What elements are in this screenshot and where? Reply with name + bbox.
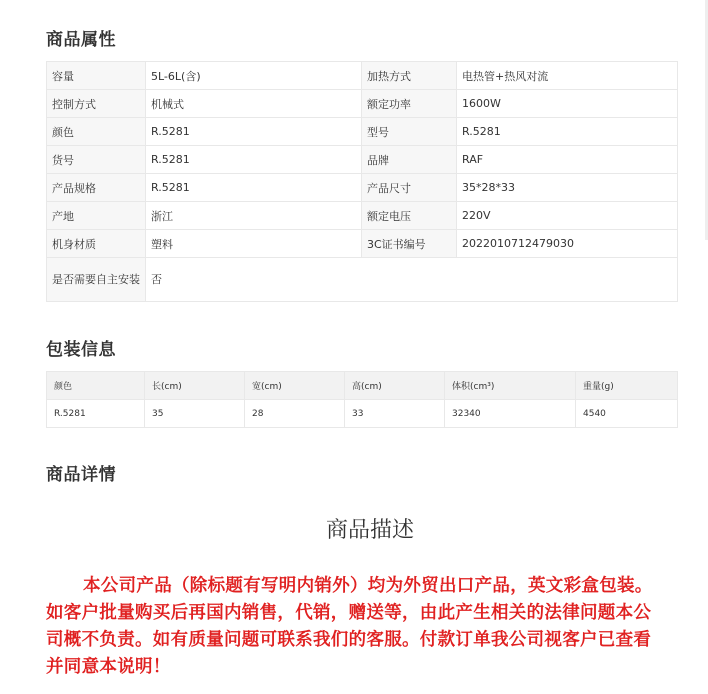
attr-value: R.5281 xyxy=(457,118,678,146)
attr-value: 5L-6L(含) xyxy=(146,62,362,90)
table-row xyxy=(47,62,678,90)
packaging-title: 包装信息 xyxy=(46,340,116,360)
column-header: 高(cm) xyxy=(345,372,445,400)
table-row xyxy=(47,400,678,428)
attr-label: 3C证书编号 xyxy=(362,230,457,258)
attr-label: 产地 xyxy=(47,202,146,230)
table-cell: 33 xyxy=(345,400,445,428)
table-row xyxy=(47,118,678,146)
attr-value: 塑料 xyxy=(146,230,362,258)
table-row xyxy=(47,258,678,302)
attr-label: 额定功率 xyxy=(362,90,457,118)
table-cell: 35 xyxy=(145,400,245,428)
attr-value: 浙江 xyxy=(146,202,362,230)
attr-label: 型号 xyxy=(362,118,457,146)
packaging-table xyxy=(46,371,678,428)
attr-value: 电热管+热风对流 xyxy=(457,62,678,90)
attr-label: 产品规格 xyxy=(47,174,146,202)
attr-label: 容量 xyxy=(47,62,146,90)
table-cell: 32340 xyxy=(445,400,576,428)
table-cell: 4540 xyxy=(576,400,678,428)
attr-value: R.5281 xyxy=(146,118,362,146)
attr-value: 35*28*33 xyxy=(457,174,678,202)
attr-label: 机身材质 xyxy=(47,230,146,258)
attr-label: 是否需要自主安装 xyxy=(47,258,146,302)
column-header: 颜色 xyxy=(47,372,145,400)
details-title: 商品详情 xyxy=(46,465,116,485)
description-heading: 商品描述 xyxy=(325,518,414,543)
attr-value: 机械式 xyxy=(146,90,362,118)
attr-label: 产品尺寸 xyxy=(362,174,457,202)
column-header: 重量(g) xyxy=(576,372,678,400)
attr-value: 220V xyxy=(457,202,678,230)
attr-label: 额定电压 xyxy=(362,202,457,230)
attr-label: 颜色 xyxy=(47,118,146,146)
table-row xyxy=(47,174,678,202)
column-header: 体积(cm³) xyxy=(445,372,576,400)
table-row xyxy=(47,146,678,174)
column-header: 宽(cm) xyxy=(245,372,345,400)
column-header: 长(cm) xyxy=(145,372,245,400)
table-cell: R.5281 xyxy=(47,400,145,428)
attr-label: 品牌 xyxy=(362,146,457,174)
attr-label: 货号 xyxy=(47,146,146,174)
attr-value: 2022010712479030 xyxy=(457,230,678,258)
table-row xyxy=(47,230,678,258)
attr-label: 控制方式 xyxy=(47,90,146,118)
table-header-row xyxy=(47,372,678,400)
table-cell: 28 xyxy=(245,400,345,428)
attr-value: 否 xyxy=(146,258,678,302)
attr-value: RAF xyxy=(457,146,678,174)
attr-value: R.5281 xyxy=(146,146,362,174)
attributes-title: 商品属性 xyxy=(46,30,116,50)
table-row xyxy=(47,90,678,118)
attributes-table xyxy=(46,61,678,302)
attr-value: R.5281 xyxy=(146,174,362,202)
table-row xyxy=(47,202,678,230)
attr-value: 1600W xyxy=(457,90,678,118)
export-notice: 本公司产品（除标题有写明内销外）均为外贸出口产品，英文彩盒包装。如客户批量购买后再国内销售，代销，赠送等，由此产生相关的法律问题本公司概不负责。如有质量问题可联系我们的客服。付款订单我公司视客户已查看并同意本说明！ xyxy=(46,576,653,677)
attr-label: 加热方式 xyxy=(362,62,457,90)
